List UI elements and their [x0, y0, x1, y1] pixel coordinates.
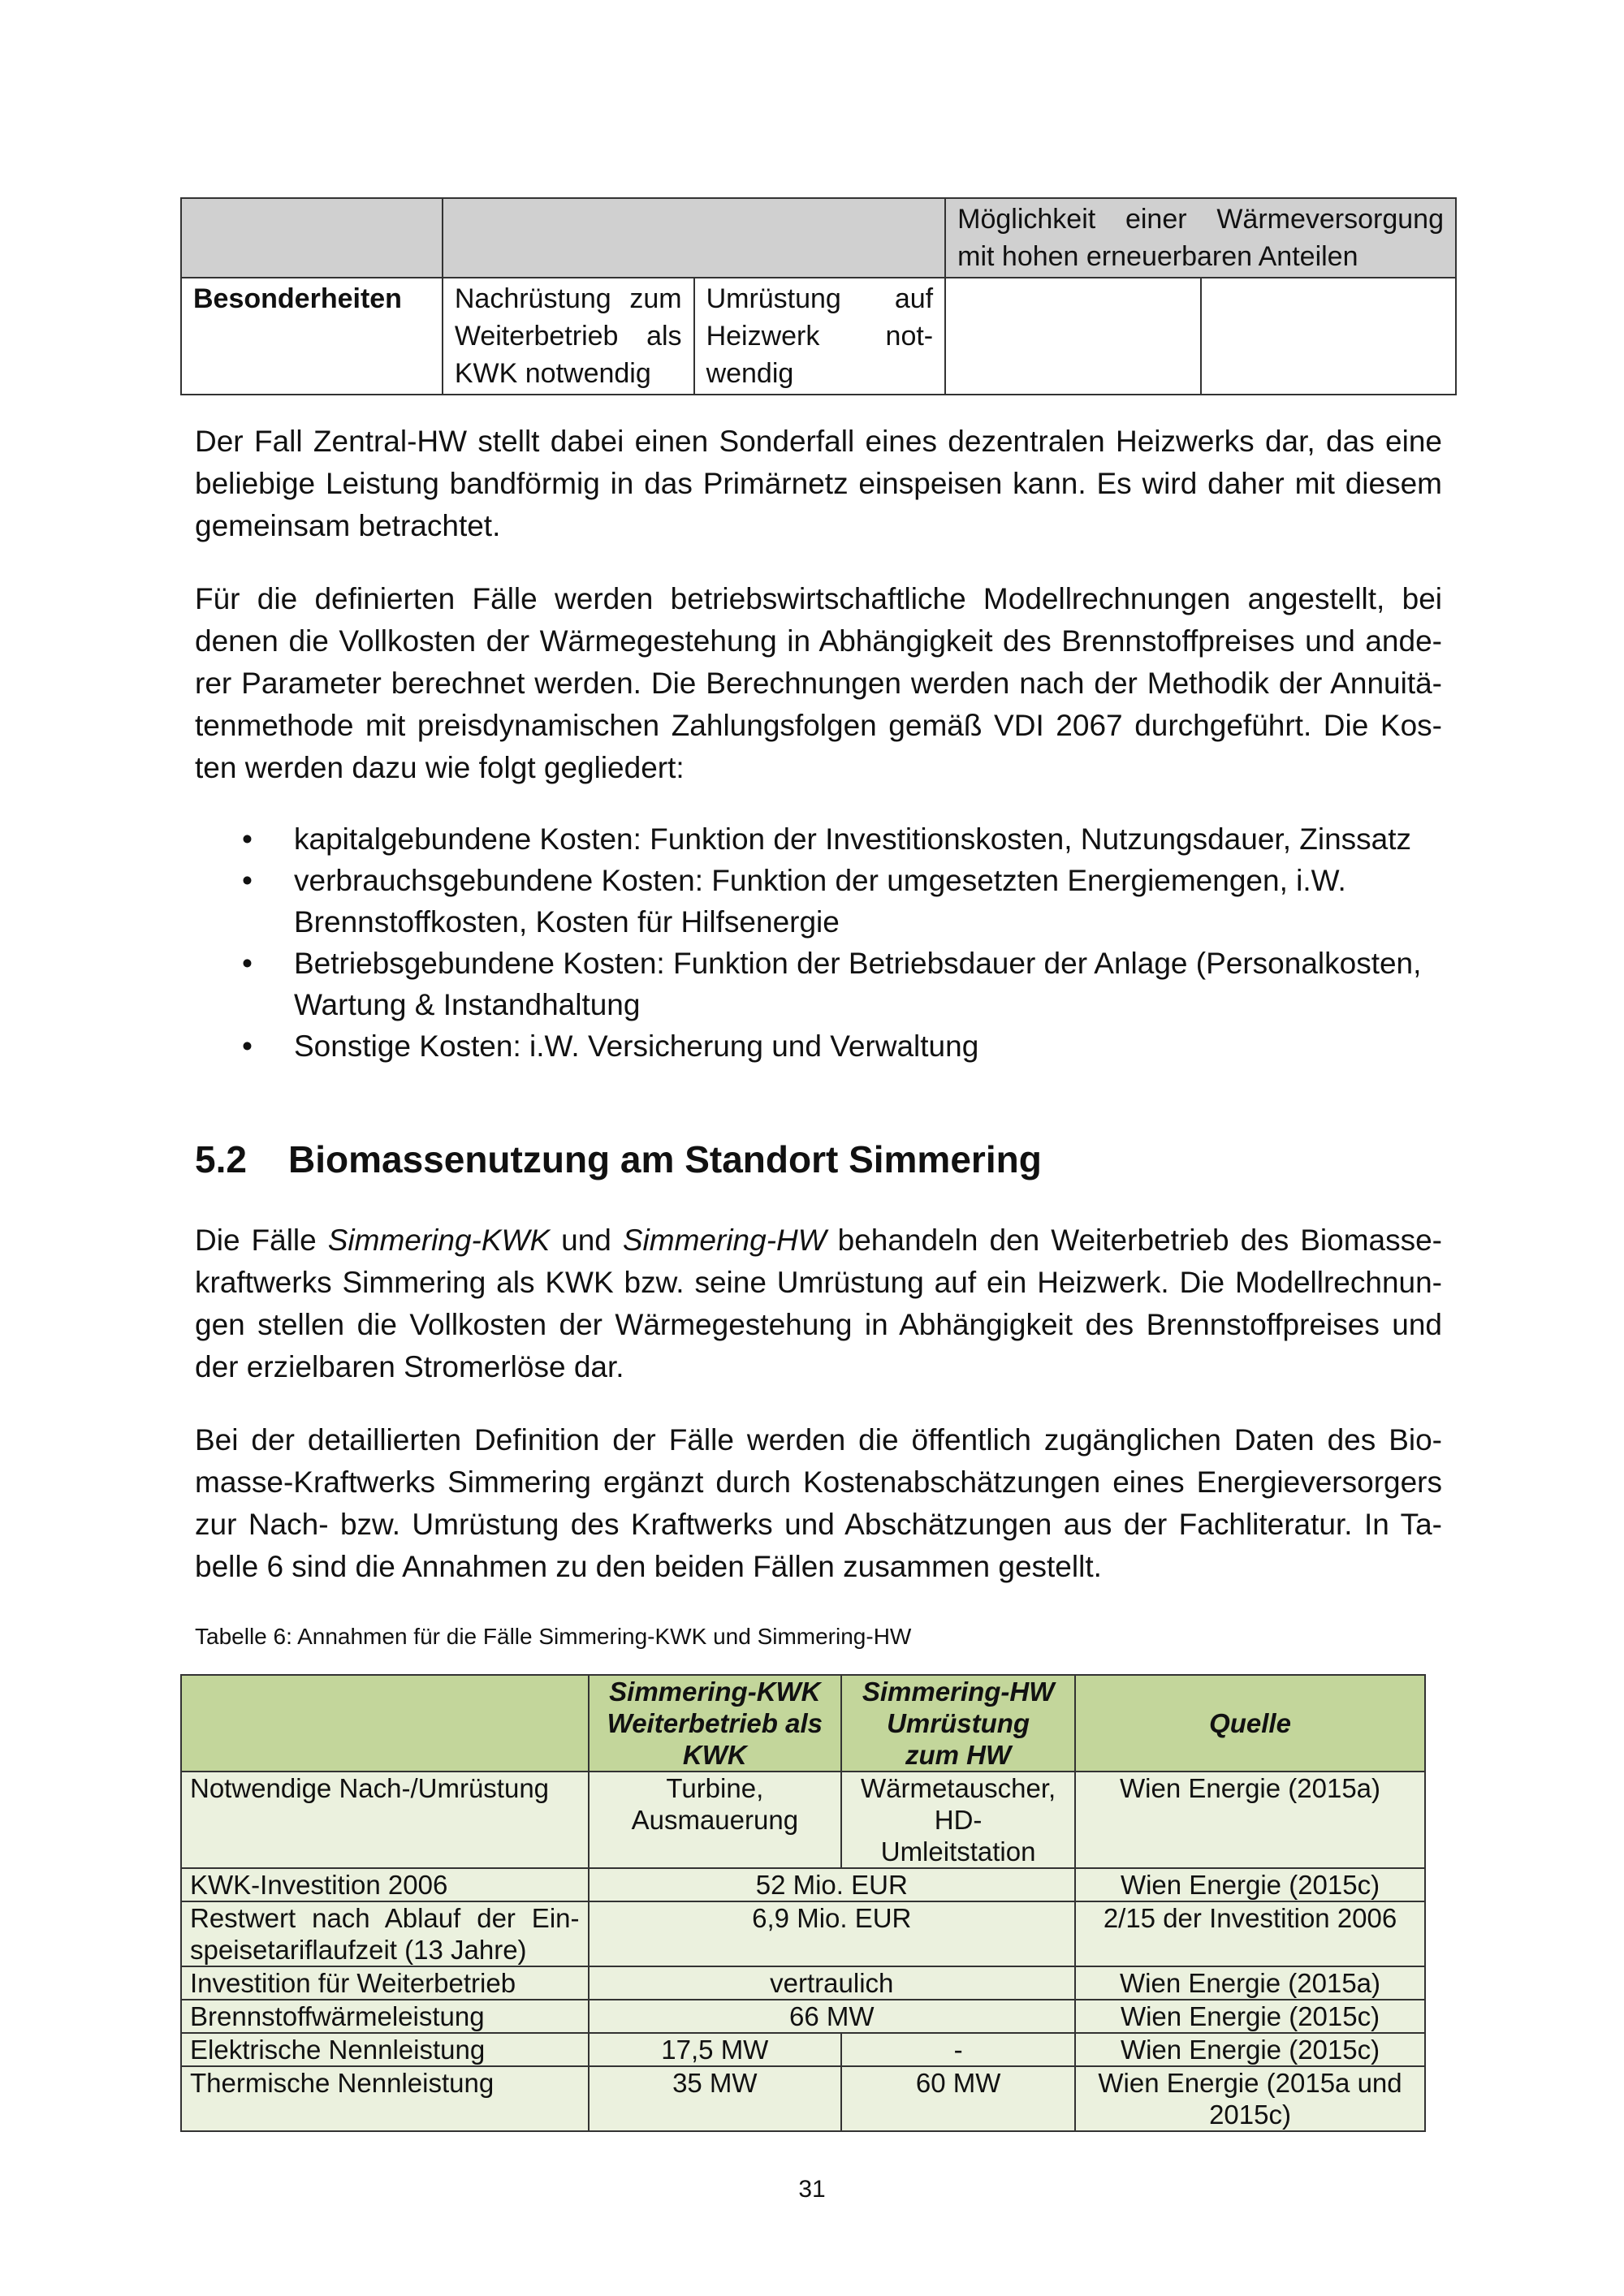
text-line: gemeinsam betrachtet. — [195, 509, 501, 542]
source-cell: Wien Energie (2015a) — [1075, 1966, 1425, 2000]
header-line: Simmering-KWK — [609, 1677, 821, 1707]
text-line: beliebige Leistung bandförmig in das Primärnetz einspeisen kann. Es wird daher mit diesem — [195, 467, 1442, 500]
list-item-text: Brennstoffkosten, Kosten für Hilfsenergie — [294, 905, 840, 939]
hw-cell: 60 MW — [841, 2066, 1075, 2131]
list-item-text: verbrauchsgebundene Kosten: Funktion der umgesetzten Energiemengen, i.W. — [294, 864, 1346, 897]
text-span: Die Fälle — [195, 1224, 328, 1257]
text-line: der erzielbaren Stromerlöse dar. — [195, 1350, 624, 1383]
text-line: masse-Kraftwerks Simmering ergänzt durch Kostenabschätzungen eines Energieversorgers — [195, 1465, 1442, 1499]
bullet-icon: • — [242, 947, 253, 980]
text-line: ten werden dazu wie folgt gegliedert: — [195, 751, 685, 784]
text-span: und — [550, 1224, 623, 1257]
table-row — [181, 2033, 1425, 2066]
source-cell: 2/15 der Investition 2006 — [1075, 1901, 1425, 1966]
row-label: Notwendige Nach-/Umrüstung — [181, 1772, 589, 1868]
hw-cell — [841, 1772, 1075, 1868]
cell-line: Weiterbetrieb als — [454, 321, 682, 352]
table-cell — [945, 278, 1200, 395]
table-row — [181, 2000, 1425, 2033]
row-label: Besonderheiten — [181, 278, 443, 395]
section-title: Biomassenutzung am Standort Simmering — [288, 1138, 1042, 1180]
text-line: tenmethode mit preisdynamischen Zahlungsfolgen gemäß VDI 2067 durchgeführt. Die Kos- — [195, 709, 1442, 742]
text-span: behandeln den Weiterbetrieb des Biomasse- — [826, 1224, 1443, 1257]
kwk-cell: 17,5 MW — [589, 2033, 842, 2066]
assumptions-table — [180, 1674, 1426, 2132]
table-caption: Tabelle 6: Annahmen für die Fälle Simmering-KWK und Simmering-HW — [195, 1624, 912, 1649]
row-label: Investition für Weiterbetrieb — [181, 1966, 589, 2000]
header-cell-kwk — [589, 1675, 842, 1772]
text-line: belle 6 sind die Annahmen zu den beiden Fällen zusammen gestellt. — [195, 1550, 1102, 1583]
list-item — [195, 818, 1445, 860]
cost-category-list — [195, 818, 1445, 1067]
merged-value-cell: 6,9 Mio. EUR — [589, 1901, 1076, 1966]
cell-line: Umrüstung auf — [706, 283, 934, 314]
table-row — [181, 278, 1456, 395]
section-number: 5.2 — [195, 1138, 247, 1180]
text-line: Der Fall Zentral-HW stellt dabei einen Sonderfall eines dezentralen Heizwerks dar, das eine — [195, 425, 1442, 458]
hw-cell: - — [841, 2033, 1075, 2066]
cell-line: Restwert nach Ablauf der Ein- — [190, 1903, 580, 1933]
table-cell — [181, 198, 443, 278]
cell-line: Umleitstation — [880, 1836, 1036, 1867]
text-line: zur Nach- bzw. Umrüstung des Kraftwerks und Abschätzungen aus der Fachliteratur. In Ta- — [195, 1508, 1442, 1541]
table-row — [181, 1868, 1425, 1901]
cell-line: Möglichkeit einer Wärmeversorgung — [957, 204, 1444, 235]
cell-line: KWK notwendig — [454, 358, 651, 389]
cell-line: 2015c) — [1209, 2100, 1291, 2130]
text-line: kraftwerks Simmering als KWK bzw. seine Umrüstung auf ein Heizwerk. Die Modellrechnun- — [195, 1266, 1442, 1299]
source-cell: Wien Energie (2015c) — [1075, 2000, 1425, 2033]
source-cell: Wien Energie (2015a) — [1075, 1772, 1425, 1868]
table-row — [181, 1772, 1425, 1868]
table-row — [181, 2066, 1425, 2131]
row-label: KWK-Investition 2006 — [181, 1868, 589, 1901]
table-cell — [443, 278, 694, 395]
table-cell — [443, 198, 945, 278]
table-row — [181, 198, 1456, 278]
paragraph-zentral-hw — [195, 421, 1442, 547]
page-number: 31 — [798, 2176, 826, 2203]
header-line: Weiterbetrieb als — [607, 1708, 823, 1738]
paragraph-simmering-cases — [195, 1219, 1442, 1388]
cell-line: mit hohen erneuerbaren Anteilen — [957, 241, 1358, 272]
header-line: Umrüstung — [887, 1708, 1030, 1738]
case-name-kwk: Simmering-KWK — [327, 1224, 551, 1257]
paragraph-definition — [195, 1419, 1442, 1588]
case-name-hw: Simmering-HW — [622, 1224, 827, 1257]
cell-line: speisetariflaufzeit (13 Jahre) — [190, 1935, 527, 1965]
list-item-text: kapitalgebundene Kosten: Funktion der Investitionskosten, Nutzungsdauer, Zinssatz — [294, 822, 1412, 856]
merged-value-cell: 52 Mio. EUR — [589, 1868, 1076, 1901]
source-cell: Wien Energie (2015c) — [1075, 1868, 1425, 1901]
cell-line: Wärmetauscher, — [860, 1773, 1056, 1803]
list-item-text: Betriebsgebundene Kosten: Funktion der Betriebsdauer der Anlage (Personalkosten, — [294, 947, 1422, 980]
row-label: Brennstoffwärmeleistung — [181, 2000, 589, 2033]
comparison-table-continued — [180, 197, 1457, 395]
header-cell-source: Quelle — [1075, 1675, 1425, 1772]
cell-line: Heizwerk not- — [706, 321, 934, 352]
list-item-text: Sonstige Kosten: i.W. Versicherung und Verwaltung — [294, 1029, 979, 1063]
kwk-cell: 35 MW — [589, 2066, 842, 2131]
text-line: rer Parameter berechnet werden. Die Berechnungen werden nach der Methodik der Annuitä- — [195, 667, 1442, 700]
list-item — [195, 943, 1445, 1025]
cell-line: Wien Energie (2015a und — [1098, 2068, 1402, 2098]
bullet-icon: • — [242, 1029, 253, 1063]
row-label — [181, 1901, 589, 1966]
merged-value-cell: vertraulich — [589, 1966, 1076, 2000]
table-header-row — [181, 1675, 1425, 1772]
header-cell — [181, 1675, 589, 1772]
text-line: denen die Vollkosten der Wärmegestehung in Abhängigkeit des Brennstoffpreises und ande- — [195, 624, 1442, 658]
section-heading — [195, 1135, 1042, 1184]
row-label: Elektrische Nennleistung — [181, 2033, 589, 2066]
cell-line: Turbine, — [666, 1773, 764, 1803]
cell-line: Nachrüstung zum — [454, 283, 682, 314]
table-cell — [1201, 278, 1456, 395]
bullet-icon: • — [242, 864, 253, 897]
source-cell: Wien Energie (2015c) — [1075, 2033, 1425, 2066]
table-cell — [694, 278, 946, 395]
header-line: KWK — [682, 1740, 747, 1770]
text-line: Bei der detaillierten Definition der Fälle werden die öffentlich zugänglichen Daten des Bio- — [195, 1423, 1442, 1457]
text-line: Für die definierten Fälle werden betriebswirtschaftliche Modellrechnungen angestellt, bei — [195, 582, 1442, 615]
list-item — [195, 860, 1445, 943]
header-line: Simmering-HW — [862, 1677, 1055, 1707]
paragraph-modellrechnungen — [195, 578, 1442, 789]
source-cell — [1075, 2066, 1425, 2131]
list-item — [195, 1025, 1445, 1067]
kwk-cell — [589, 1772, 842, 1868]
cell-line: wendig — [706, 358, 794, 389]
list-item-text: Wartung & Instandhaltung — [294, 988, 641, 1021]
table-row — [181, 1901, 1425, 1966]
header-cell-hw — [841, 1675, 1075, 1772]
header-line: zum HW — [905, 1740, 1012, 1770]
cell-line: Ausmauerung — [631, 1805, 799, 1835]
cell-line: HD- — [934, 1805, 983, 1835]
row-label: Thermische Nennleistung — [181, 2066, 589, 2131]
table-row — [181, 1966, 1425, 2000]
text-line — [195, 1219, 1442, 1262]
table-cell — [945, 198, 1456, 278]
bullet-icon: • — [242, 822, 253, 856]
text-line: gen stellen die Vollkosten der Wärmegestehung in Abhängigkeit des Brennstoffpreises und — [195, 1308, 1442, 1341]
merged-value-cell: 66 MW — [589, 2000, 1076, 2033]
